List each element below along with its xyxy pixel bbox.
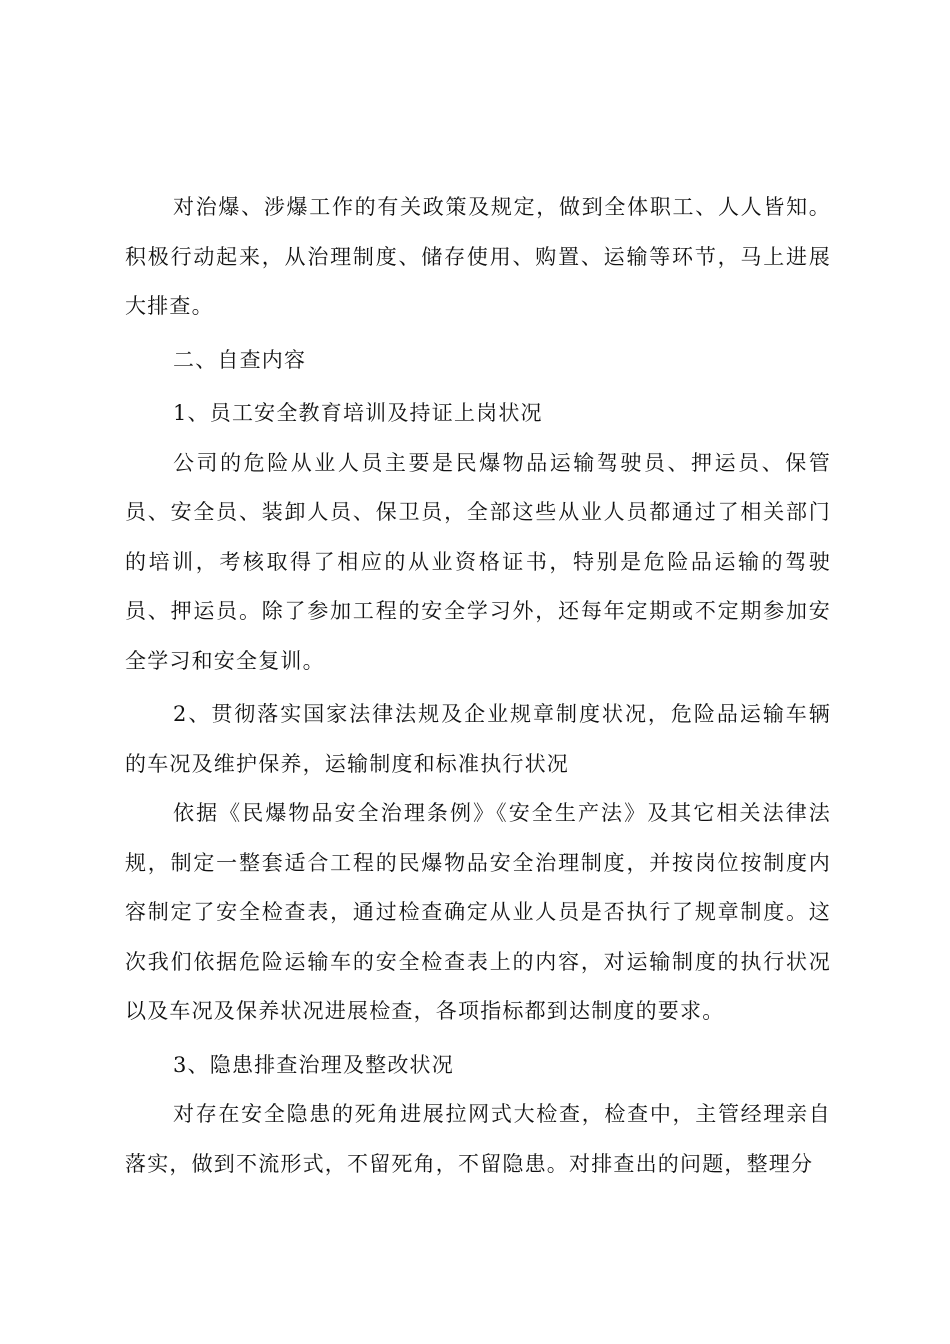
- subheading-training-certification: 1、员工安全教育培训及持证上岗状况: [173, 401, 543, 425]
- paragraph-policy-awareness: 对治爆、涉爆工作的有关政策及规定，做到全体职工、人人皆知。积极行动起来，从治理制度、储存使用、购置、运输等环节，马上进展大排查。: [125, 195, 831, 318]
- paragraph-training-details: 公司的危险从业人员主要是民爆物品运输驾驶员、押运员、保管员、安全员、装卸人员、保卫员，全部这些从业人员都通过了相关部门的培训，考核取得了相应的从业资格证书，特别是危险品运输的驾驶员、押运员。除了参加工程的安全学习外，还每年定期或不定期参加安全学习和安全复训。: [125, 450, 831, 673]
- section-heading-self-inspection: 二、自查内容: [173, 347, 307, 372]
- document-body: [125, 183, 831, 1189]
- paragraph-hazard-details: 对存在安全隐患的死角进展拉网式大检查，检查中，主管经理亲自落实，做到不流形式，不留死角，不留隐患。对排查出的问题，整理分: [125, 1102, 831, 1176]
- paragraph-regulations-details: 依据《民爆物品安全治理条例》《安全生产法》及其它相关法律法规，制定一整套适合工程的民爆物品安全治理制度，并按岗位按制度内容制定了安全检查表，通过检查确定从业人员是否执行了规章制度。这次我们依据危险运输车的安全检查表上的内容，对运输制度的执行状况以及车况及保养状况进展检查，各项指标都到达制度的要求。: [125, 801, 831, 1023]
- subheading-hazard-rectification: 3、隐患排查治理及整改状况: [173, 1052, 454, 1077]
- subheading-regulations-vehicles: 2、贯彻落实国家法律法规及企业规章制度状况，危险品运输车辆的车况及维护保养，运输制度和标准执行状况: [125, 702, 831, 776]
